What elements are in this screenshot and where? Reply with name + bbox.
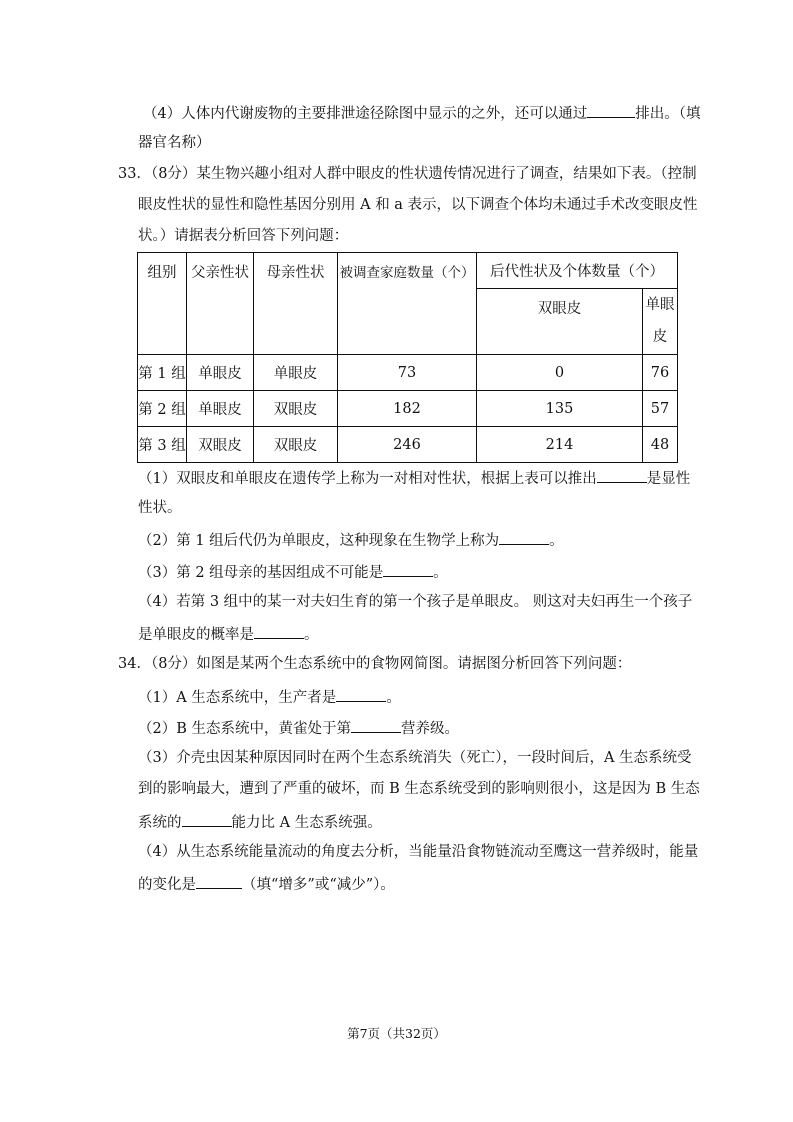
q34-q1-text-b: 。 — [386, 690, 401, 706]
cell-mother: 单眼皮 — [254, 355, 338, 391]
q33-q1-text-a: （1）双眼皮和单眼皮在遗传学上称为一对相对性状，根据上表可以推出 — [138, 471, 597, 487]
q33-intro-line1: 33．（8分）某生物兴趣小组对人群中眼皮的性状遗传情况进行了调查，结果如下表。（控制 — [118, 166, 697, 182]
q34-q3-text-a: 系统的 — [138, 815, 182, 831]
answer-blank — [597, 467, 647, 483]
answer-blank — [587, 102, 635, 118]
q33-question4-line2 — [138, 623, 319, 645]
q32-part4-text-a: （4）人体内代谢废物的主要排泄途径除图中显示的之外，还可以通过 — [143, 106, 588, 122]
cell-families: 73 — [338, 355, 477, 391]
answer-blank — [196, 873, 242, 889]
q34-question1 — [138, 686, 401, 708]
answer-blank — [336, 686, 386, 702]
cell-group: 第 3 组 — [138, 427, 187, 463]
cell-double: 135 — [477, 391, 643, 427]
q33-intro-line2: 眼皮性状的显性和隐性基因分别用 A 和 a 表示，以下调查个体均未通过手术改变眼皮性 — [138, 197, 698, 213]
table-row — [138, 427, 678, 463]
q34-q2-text-b: 营养级。 — [401, 721, 459, 737]
cell-double: 214 — [477, 427, 643, 463]
q33-q1-text-b: 是显性 — [646, 471, 691, 487]
cell-group: 第 2 组 — [138, 391, 187, 427]
header-single-eyelid — [643, 289, 678, 355]
q33-q4-text-b: 。 — [304, 627, 319, 643]
cell-families: 246 — [338, 427, 477, 463]
header-double-eyelid: 双眼皮 — [477, 289, 643, 355]
cell-father: 单眼皮 — [187, 391, 254, 427]
q34-question3-line2: 到的影响最大，遭到了严重的破坏，而 B 生态系统受到的影响则很小，这是因为 B 生态 — [138, 781, 700, 797]
answer-blank — [254, 623, 304, 639]
q34-question3-line1: （3）介壳虫因某种原因同时在两个生态系统消失（死亡），一段时间后，A 生态系统受 — [138, 750, 692, 766]
q34-q3-text-b: 能力比 A 生态系统强。 — [231, 815, 382, 831]
q33-q2-text-b: 。 — [549, 533, 564, 549]
cell-single: 76 — [643, 355, 678, 391]
header-single-bottom: 皮 — [652, 329, 668, 345]
q34-question4-line1: （4）从生态系统能量流动的角度去分析，当能量沿食物链流动至鹰这一营养级时，能量 — [138, 844, 699, 860]
header-families: 被调查家庭数量（个） — [338, 253, 477, 355]
cell-single: 48 — [643, 427, 678, 463]
q33-intro-line3: 状。）请据表分析回答下列问题： — [138, 228, 349, 244]
answer-blank — [383, 561, 433, 577]
page-footer: 第7页（共32页） — [347, 1026, 446, 1041]
header-father: 父亲性状 — [187, 253, 254, 355]
cell-double: 0 — [477, 355, 643, 391]
answer-blank — [182, 811, 232, 827]
table-row — [138, 391, 678, 427]
q33-q4-text-a: 是单眼皮的概率是 — [138, 627, 254, 643]
q32-part4-line2: 器官名称） — [138, 135, 211, 151]
header-offspring: 后代性状及个体数量（个） — [477, 253, 678, 289]
answer-blank — [351, 717, 401, 733]
cell-mother: 双眼皮 — [254, 427, 338, 463]
table-row — [138, 355, 678, 391]
q34-question2 — [138, 717, 459, 739]
q34-q2-text-a: （2）B 生态系统中，黄雀处于第 — [138, 721, 351, 737]
q32-part4-text-b: 排出。（填 — [635, 106, 701, 122]
header-single-top: 单眼 — [645, 297, 675, 313]
cell-single: 57 — [643, 391, 678, 427]
q33-q3-text-b: 。 — [433, 565, 448, 581]
header-group: 组别 — [138, 253, 187, 355]
q33-question3 — [138, 561, 448, 583]
inheritance-table — [137, 252, 678, 463]
cell-father: 单眼皮 — [187, 355, 254, 391]
q34-q4-text-b: （填“增多”或“减少”）。 — [242, 877, 395, 893]
q33-q3-text-a: （3）第 2 组母亲的基因组成不可能是 — [138, 565, 384, 581]
q33-question1-line1 — [138, 467, 690, 489]
cell-families: 182 — [338, 391, 477, 427]
cell-group: 第 1 组 — [138, 355, 187, 391]
q34-q4-text-a: 的变化是 — [138, 877, 196, 893]
q33-q2-text-a: （2）第 1 组后代仍为单眼皮，这种现象在生物学上称为 — [138, 533, 500, 549]
header-mother: 母亲性状 — [254, 253, 338, 355]
cell-father: 双眼皮 — [187, 427, 254, 463]
q34-q1-text-a: （1）A 生态系统中，生产者是 — [138, 690, 337, 706]
q34-question4-line2 — [138, 873, 395, 895]
q34-intro: 34．（8分）如图是某两个生态系统中的食物网简图。请据图分析回答下列问题： — [118, 656, 632, 672]
answer-blank — [499, 529, 549, 545]
q33-question4-line1: （4）若第 3 组中的某一对夫妇生育的第一个孩子是单眼皮。 则这对夫妇再生一个孩子 — [138, 594, 693, 610]
q33-question1-line2: 性状。 — [138, 500, 182, 516]
q34-question3-line3 — [138, 811, 382, 833]
q32-part4-line1 — [143, 102, 700, 124]
q33-question2 — [138, 529, 564, 551]
cell-mother: 双眼皮 — [254, 391, 338, 427]
